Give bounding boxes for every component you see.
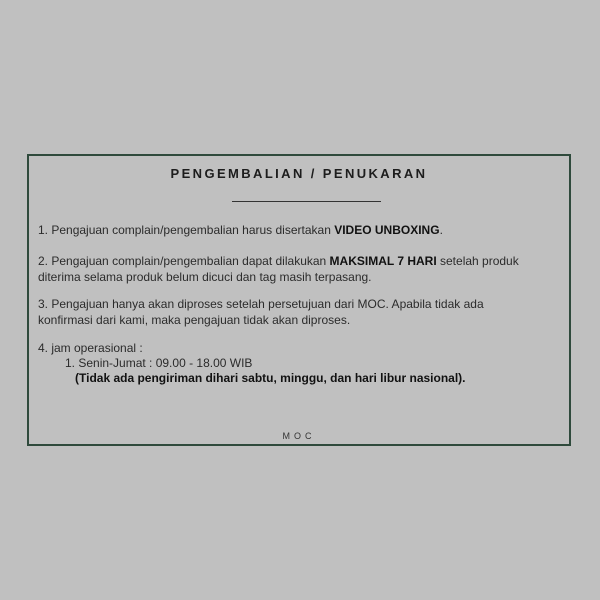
policy-item-1 bbox=[38, 222, 443, 238]
policy-item-2-text: 2. Pengajuan complain/pengembalian dapat dilakukan bbox=[38, 254, 330, 268]
policy-item-1-end: . bbox=[439, 223, 443, 237]
operating-hours-weekdays: 1. Senin-Jumat : 09.00 - 18.00 WIB bbox=[65, 356, 253, 370]
policy-item-2-line-1 bbox=[38, 253, 519, 269]
policy-title: PENGEMBALIAN / PENUKARAN bbox=[170, 166, 428, 181]
brand-logo: MOC bbox=[282, 431, 316, 441]
return-policy-card bbox=[27, 154, 571, 446]
policy-item-3-line-1: 3. Pengajuan hanya akan diproses setelah persetujuan dari MOC. Apabila tidak ada bbox=[38, 297, 484, 311]
policy-item-3 bbox=[38, 296, 484, 328]
policy-item-2-end: setelah produk bbox=[436, 254, 519, 268]
operating-hours-label: 4. jam operasional : bbox=[38, 341, 143, 355]
policy-item-1-highlight: VIDEO UNBOXING bbox=[334, 223, 440, 237]
policy-item-3-line-2: konfirmasi dari kami, maka pengajuan tidak akan diproses. bbox=[38, 313, 351, 327]
shipping-note: (Tidak ada pengiriman dihari sabtu, minggu, dan hari libur nasional). bbox=[75, 371, 466, 385]
policy-item-2-highlight: MAKSIMAL 7 HARI bbox=[329, 254, 437, 268]
policy-item-4 bbox=[38, 340, 143, 356]
policy-item-2-line-2: diterima selama produk belum dicuci dan tag masih terpasang. bbox=[38, 270, 372, 284]
title-underline bbox=[232, 201, 381, 202]
policy-item-1-text: 1. Pengajuan complain/pengembalian harus disertakan bbox=[38, 223, 335, 237]
policy-item-2 bbox=[38, 253, 519, 285]
